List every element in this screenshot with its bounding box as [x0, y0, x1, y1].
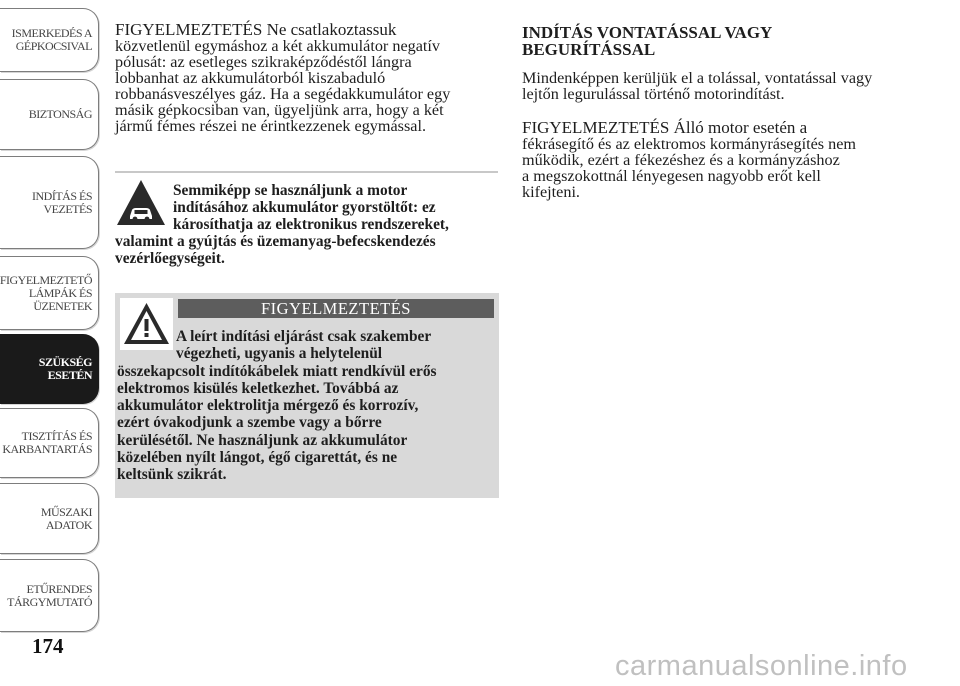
text-line: Semmiképp se használjunk a motor: [173, 182, 408, 199]
text-line: működik, ezért a fékezéshez és a kormányzáshoz: [522, 151, 840, 169]
right-paragraph-2: [522, 120, 922, 200]
text-line: valamint a gyújtás és üzemanyag-befecskendezés: [115, 233, 436, 250]
text-line: elektromos kisülés keletkezhet. Továbbá az: [117, 379, 399, 397]
text-line: keltsünk szikrát.: [117, 466, 227, 484]
heading-line: BEGURÍTÁSSAL: [522, 40, 656, 59]
section-heading: [522, 24, 822, 58]
text-line: közelében nyílt lángot, égő cigarettát, és ne: [117, 449, 398, 467]
text-line: FIGYELMEZTETÉS Álló motor esetén a: [522, 118, 808, 137]
tab-ismerkedes[interactable]: ISMERKEDÉS A GÉPKOCSIVAL: [0, 8, 99, 72]
warning-box-paragraph: [117, 328, 497, 484]
text-line: károsíthatja az elektronikus rendszereket,: [173, 216, 449, 233]
text-line: vezérlőegységeit.: [115, 250, 225, 267]
right-paragraph-1: [522, 70, 922, 102]
warning-box-header: FIGYELMEZTETÉS: [178, 299, 494, 318]
tab-biztonsag[interactable]: BIZTONSÁG: [0, 79, 99, 150]
warning-paragraph: [115, 22, 505, 134]
text-line: robbanásveszélyes gáz. Ha a segédakkumulátor egy: [115, 85, 451, 103]
text-line: kerülésétől. Ne használjunk az akkumulátor: [117, 431, 408, 449]
text-line: indításához akkumulátor gyorstöltőt: ez: [173, 199, 436, 216]
tab-muszaki-adatok[interactable]: MŰSZAKI ADATOK: [0, 483, 99, 554]
text-line: pólusát: az esetleges szikraképződéstől lángra: [115, 53, 412, 71]
tab-targymutato[interactable]: ETŰRENDES TÁRGYMUTATÓ: [0, 559, 99, 632]
tab-inditas-es-vezetes[interactable]: INDÍTÁS ÉS VEZETÉS: [0, 156, 99, 249]
text-line: összekapcsolt indítókábelek miatt rendkívül erős: [117, 362, 437, 380]
text-line: A leírt indítási eljárást csak szakember: [176, 328, 432, 345]
text-line: FIGYELMEZTETÉS Ne csatlakoztassuk: [115, 20, 397, 39]
text-line: másik gépkocsiban van, ügyeljünk arra, hogy a két: [115, 101, 444, 119]
caution-paragraph: [115, 182, 505, 267]
text-line: közvetlenül egymáshoz a két akkumulátor negatív: [115, 37, 440, 55]
text-line: jármű fémes részei ne érintkezzenek egymással.: [115, 117, 427, 135]
text-line: akkumulátor elektrolitja mérgező és korrozív,: [117, 397, 419, 415]
text-line: végezheti, ugyanis a helytelenül: [176, 345, 383, 363]
text-line: a megszokottnál lényegesen nagyobb erőt kell: [522, 167, 821, 185]
tab-figyelmezteto-lampak[interactable]: FIGYELMEZTETŐ LÁMPÁK ÉS ÜZENETEK: [0, 256, 99, 330]
tab-szukseg-eseten[interactable]: SZÜKSÉG ESETÉN: [0, 334, 99, 404]
text-line: fékrásegítő és az elektromos kormányrásegítés nem: [522, 135, 856, 153]
divider: [115, 171, 498, 173]
watermark: carmanualsonline.info: [615, 650, 908, 682]
text-line: lejtőn legurulással történő motorindítást.: [522, 85, 785, 103]
page-number: 174: [32, 634, 64, 658]
tab-tisztitas-es-karbantartas[interactable]: TISZTÍTÁS ÉS KARBANTARTÁS: [0, 408, 99, 478]
heading-line: INDÍTÁS VONTATÁSSAL VAGY: [522, 23, 773, 42]
text-line: ezért óvakodjunk a szembe vagy a bőrre: [117, 414, 382, 432]
text-line: kifejteni.: [522, 183, 580, 201]
text-line: lobbanhat az akkumulátorból kiszabaduló: [115, 69, 386, 87]
text-line: Mindenképpen kerüljük el a tolással, vontatással vagy: [522, 69, 873, 87]
